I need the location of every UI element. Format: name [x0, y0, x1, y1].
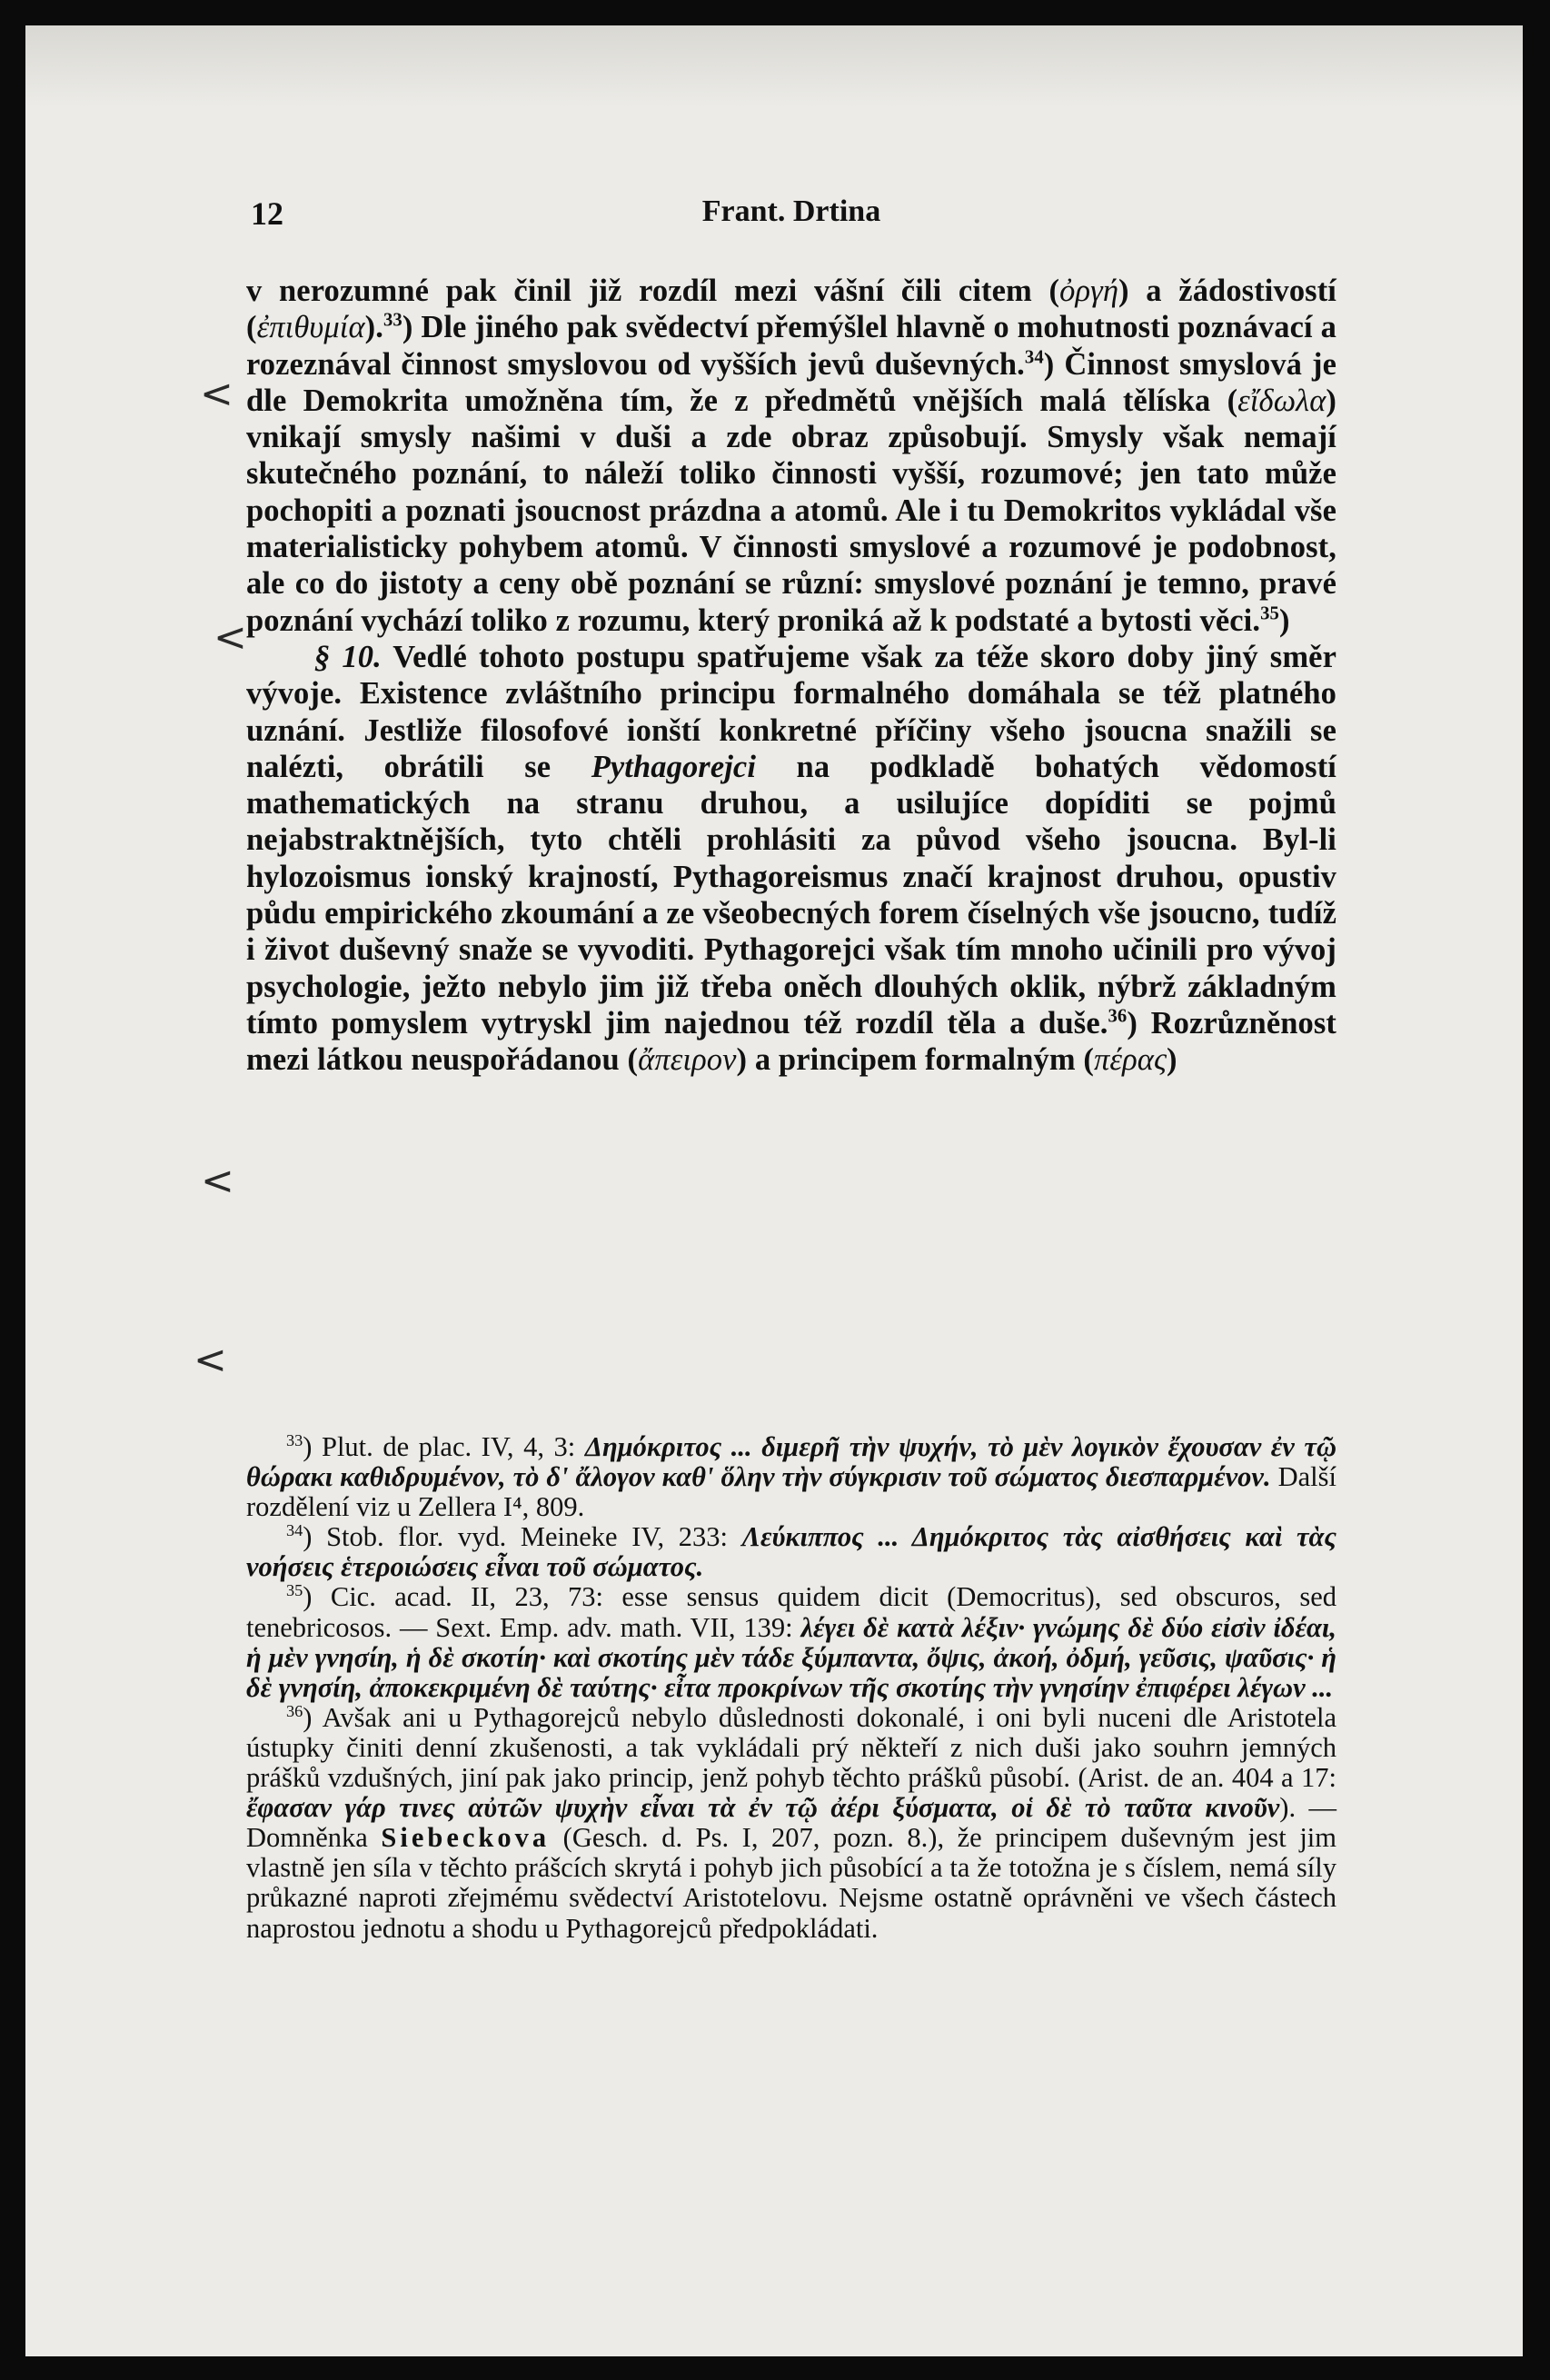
book-page [25, 25, 1523, 2356]
greek-term: πέρας [1094, 1042, 1167, 1078]
greek-term: εἴδωλα [1237, 383, 1326, 418]
running-head: Frant. Drtina [701, 194, 881, 228]
footnote-ref: 34 [1024, 347, 1044, 368]
main-text [246, 273, 1336, 1079]
greek-term: ἐπιθυμία [256, 310, 365, 345]
margin-mark: < [200, 371, 233, 417]
footnote-34: $^{34}$) Stob. flor. vyd. Meineke IV, 233: Λεύκιππος ... Δημόκριτος τὰς αἰσθήσεις καὶ τὰς νοήσεις ἑτεροιώσεις εἶναι τοῦ σώματος. [246, 1521, 1336, 1583]
margin-mark: < [214, 614, 247, 661]
section-heading: § 10. [314, 639, 382, 674]
page-header [242, 187, 1341, 242]
footnote-35: $^{35}$) Cic. acad. II, 23, 73: esse sensus quidem dicit (Democritus), sed obscuros, sed tenebricosos. — Sext. Emp. adv. math. VII, 139: λέγει δὲ κατὰ λέξιν· γνώμης δὲ δύο εἰσὶν ἰδέαι, ἡ μὲν γνησίη, ἡ δὲ σκοτίη· καὶ σκοτίης μὲν τάδε ξύμπαντα, ὄψις, ἀκοή, ὀδμή, γεῦσις, ψαῦσις· ἡ δὲ γνησίη, ἀποκεκριμένη δὲ ταύτης· εἶτα προκρίνων τῆς σκοτίης τὴν γνησίην ἐπιφέρει λέγων ... [246, 1581, 1337, 1703]
footnote-ref: 33 [383, 310, 402, 331]
footnote-36: $^{36}$) Avšak ani u Pythagorejců nebylo důslednosti dokonalé, i oni byli nuceni dle Aristotela ústupky činiti denní zkušenosti, a tak vykládali prý někteří z nich duši jako souhrn jemných prášků vzdušných, jiní pak jako princip, jenž pohyb těchto prášků působí. (Arist. de an. 404 a 17: ἔφασαν γάρ τινες αὐτῶν ψυχὴν εἶναι τὰ ἐν τῷ ἀέρι ξύσματα, οἱ δὲ τὸ ταῦτα κινοῦν). — Domněnka Siebeckova (Gesch. d. Ps. I, 207, pozn. 8.), že principem duševným jest jim vlastně jen síla v těchto prášcích skrytá i pohyb jich působící a ta že totožna je s číslem, nemá síly průkazné naproti zřejmému svědectví Aristotelovu. Nejsme ostatně oprávněni ve všech částech naprostou jednotu a shodu u Pythagorejců předpokládati. [246, 1701, 1336, 1944]
footnote-ref: 35 [1260, 603, 1279, 624]
footnotes [246, 1432, 1336, 1944]
greek-term: ὀργή [1059, 274, 1119, 308]
greek-term: ἄπειρον [638, 1042, 737, 1078]
margin-mark: < [194, 1337, 227, 1383]
footnote-ref: 36 [1108, 1006, 1128, 1027]
scan-edge [25, 25, 1523, 107]
emphasis: Pythagorejci [591, 749, 757, 784]
paragraph-section-10: § 10. Vedlé tohoto postupu spatřujeme však za téže skoro doby jiný směr vývoje. Existence zvláštního principu formalného domáhala se též platného uznání. Jestliže filosofové ionští konkretné příčiny všeho jsoucna snažili se nalézti, obrátili se Pythagorejci na podkladě bohatých vědomostí mathematických na stranu druhou, a usilujíce dopíditi se pojmů nejabstraktnějších, tyto chtěli prohlásiti za původ všeho jsoucna. Byl-li hylozoismus ionský krajností, Pythagoreismus značí krajnost druhou, opustiv půdu empirického zkoumání a ze všeobecných forem číselných vše jsoucno, tudíž i život duševný snaže se vyvoditi. Pythagorejci však tím mnoho učinili pro vývoj psychologie, ježto nebylo jim již třeba oněch dlouhých oklik, nýbrž základným tímto pomyslem vytryskl jim najednou též rozdíl těla a duše.$^{36}$) Rozrůzněnost mezi látkou neuspořádanou (ἄπειρον) a principem formalným (πέρας) [246, 639, 1336, 1078]
paragraph: v nerozumné pak činil již rozdíl mezi vášní čili citem (ὀργή) a žádostivostí (ἐπιθυμία).$^{33}$) Dle jiného pak svědectví přemýšlel hlavně o mohutnosti poznávací a rozeznával činnost smyslovou od vyšších jevů duševných.$^{34}$) Činnost smyslová je dle Demokrita umožněna tím, že z předmětů vnějších malá tělíska (εἴδωλα) vnikají smysly našimi v duši a zde obraz způsobují. Smysly však nemají skutečného poznání, to náleží toliko činnosti vyšší, rozumové; jen tato může pochopiti a poznati jsoucnost prázdna a atomů. Ale i tu Demokritos vykládal vše materialisticky pohybem atomů. V činnosti smyslové a rozumové je podobnost, ale co do jistoty a ceny obě poznání se různí: smyslové poznání je temno, pravé poznání vychází toliko z rozumu, který proniká až k podstaté a bytosti věci.$^{35}$) [246, 274, 1336, 638]
footnote-33: $^{33}$) Plut. de plac. IV, 4, 3: Δημόκριτος ... διμερῆ τὴν ψυχήν, τὸ μὲν λογικὸν ἔχουσαν ἐν τῷ θώρακι καθιδρυμένον, τὸ δ' ἄλογον καθ' ὅλην τὴν σύγκρισιν τοῦ σώματος διεσπαρμένον. Další rozdělení viz u Zellera I⁴, 809. [246, 1430, 1336, 1523]
page-number: 12 [251, 195, 283, 232]
margin-mark: < [201, 1158, 234, 1204]
